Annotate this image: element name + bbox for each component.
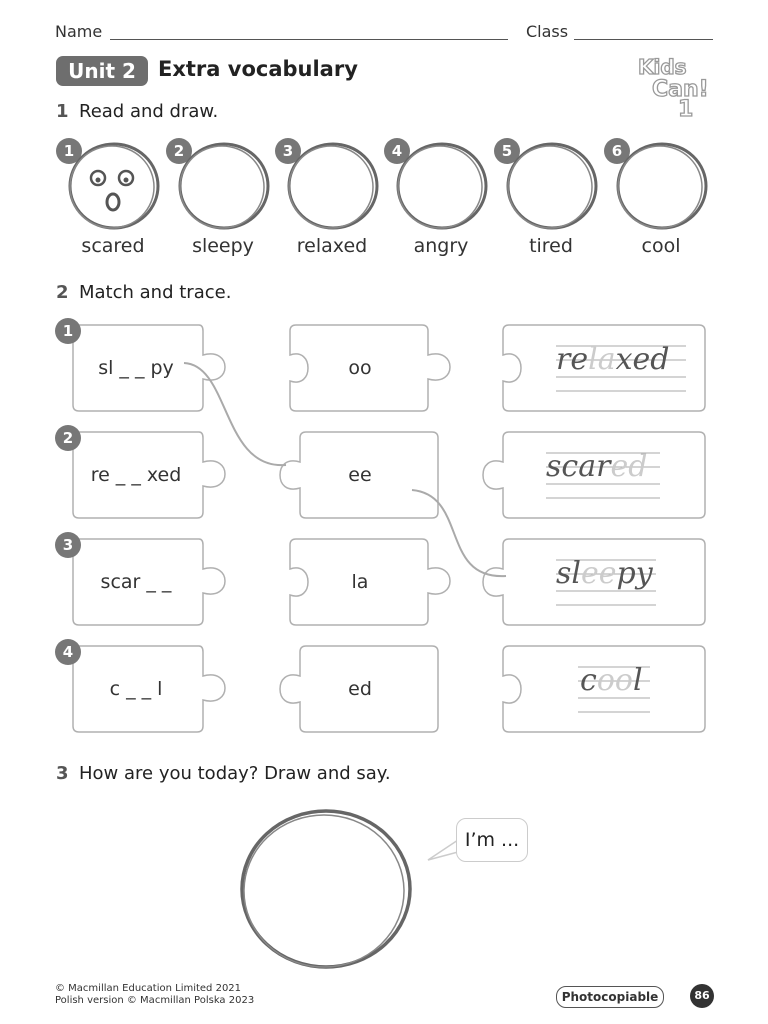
class-label: Class: [526, 22, 569, 41]
trace-solid-end: py: [616, 556, 653, 591]
copyright-line-1: © Macmillan Education Limited 2021: [55, 983, 242, 994]
unit-title: Extra vocabulary: [158, 57, 358, 81]
word-sleepy: sleepy: [192, 235, 254, 257]
word-angry: angry: [413, 235, 469, 257]
draw-item-number: 2: [166, 138, 192, 164]
trace-solid-end: l: [632, 663, 643, 698]
trace-solid: c: [580, 663, 597, 698]
trace-word-relaxed[interactable]: [556, 342, 669, 377]
trace-dotted: oo: [596, 663, 633, 698]
middle-piece-text: ed: [348, 678, 372, 700]
word-relaxed: relaxed: [296, 235, 368, 257]
section3-instruction: How are you today? Draw and say.: [79, 763, 391, 784]
section3-number: 3: [56, 763, 69, 784]
trace-solid: scar: [546, 449, 611, 484]
draw-face-circle[interactable]: [238, 806, 414, 974]
photocopiable-badge: Photocopiable: [556, 986, 664, 1008]
left-piece-text: c _ _ l: [109, 678, 163, 700]
trace-solid-end: xed: [615, 342, 670, 377]
middle-piece-text: la: [351, 571, 369, 593]
page-number: 86: [690, 984, 714, 1008]
draw-item-number: 6: [604, 138, 630, 164]
word-cool: cool: [641, 235, 681, 257]
section1-number: 1: [56, 101, 69, 122]
left-piece-text: scar _ _: [100, 571, 172, 593]
row-number-1: 1: [55, 318, 81, 344]
trace-solid: re: [556, 342, 589, 377]
left-piece-text: re _ _ xed: [90, 464, 182, 486]
word-scared: scared: [81, 235, 145, 257]
section2-number: 2: [56, 282, 69, 303]
name-label: Name: [55, 22, 103, 41]
logo-text-kids: Kids: [638, 55, 687, 79]
draw-item-number: 5: [494, 138, 520, 164]
logo-level: 1: [678, 97, 694, 118]
unit-badge: Unit 2: [56, 56, 148, 86]
trace-word-cool[interactable]: [580, 663, 643, 698]
section2-instruction: Match and trace.: [79, 282, 232, 303]
middle-piece-text: oo: [348, 357, 372, 379]
speech-bubble: I’m ...: [456, 818, 528, 862]
draw-item-number: 3: [275, 138, 301, 164]
trace-dotted: ed: [610, 449, 648, 484]
row-number-2: 2: [55, 425, 81, 451]
copyright: [55, 983, 254, 1007]
middle-piece-text: ee: [348, 464, 372, 486]
row-number-3: 3: [55, 532, 81, 558]
section1-instruction: Read and draw.: [79, 101, 219, 122]
draw-item-number: 1: [56, 138, 82, 164]
copyright-line-2: Polish version © Macmillan Polska 2023: [55, 995, 255, 1006]
trace-dotted: ee: [581, 556, 617, 591]
draw-item-number: 4: [384, 138, 410, 164]
logo-text-can: Can!: [652, 77, 709, 102]
trace-solid: sl: [556, 556, 581, 591]
trace-word-scared[interactable]: [546, 449, 647, 484]
row-number-4: 4: [55, 639, 81, 665]
trace-word-sleepy[interactable]: [556, 556, 653, 591]
trace-dotted: la: [588, 342, 616, 377]
left-piece-text: sl _ _ py: [98, 357, 174, 379]
word-tired: tired: [529, 235, 573, 257]
